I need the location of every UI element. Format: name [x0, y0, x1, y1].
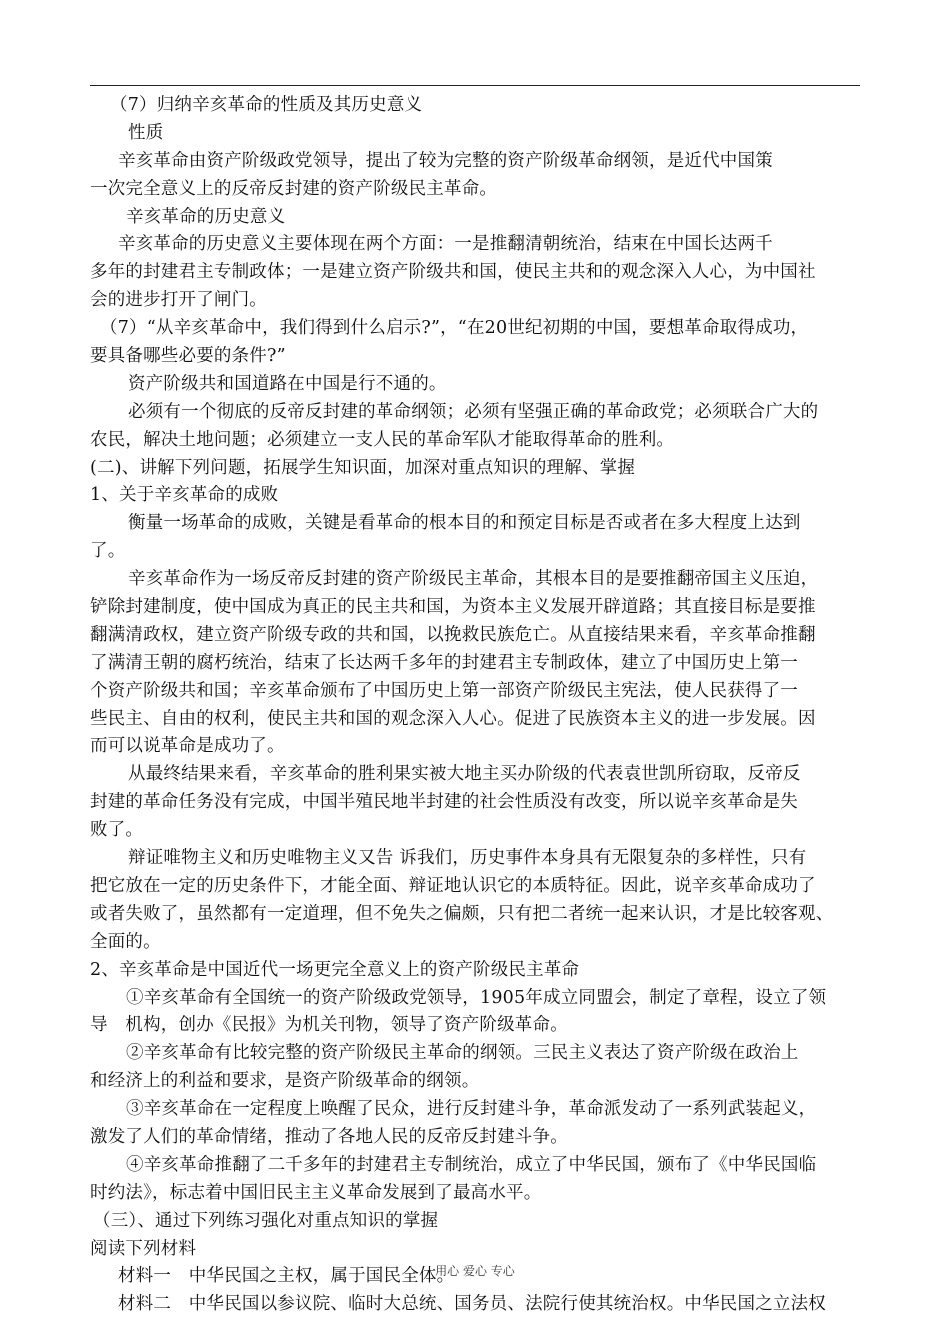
header-rule: [90, 85, 860, 86]
paragraph-line: 而可以说革命是成功了。: [90, 736, 285, 757]
list-item: ④辛亥革命推翻了二千多年的封建君主专制统治，成立了中华民国，颁布了《中华民国临: [126, 1154, 817, 1175]
list-item: ②辛亥革命有比较完整的资产阶级民主革命的纲领。三民主义表达了资产阶级在政治上: [126, 1043, 799, 1064]
question-line: （7）“从辛亥革命中，我们得到什么启示?”，“在20世纪初期的中国，要想革命取得成功，: [100, 318, 809, 339]
paragraph-line: 了。: [90, 541, 126, 562]
list-item: 和经济上的利益和要求，是资产阶级革命的纲领。: [90, 1071, 480, 1092]
paragraph-line: 农民，解决土地问题；必须建立一支人民的革命军队才能取得革命的胜利。: [90, 429, 675, 450]
paragraph-line: 多年的封建君主专制政体；一是建立资产阶级共和国，使民主共和的观念深入人心，为中国社: [90, 262, 816, 283]
paragraph-line: 辛亥革命的历史意义主要体现在两个方面：一是推翻清朝统治，结束在中国长达两千: [118, 234, 773, 255]
paragraph-line: 了满清王朝的腐朽统治，结束了长达两千多年的封建君主专制政体，建立了中国历史上第一: [90, 652, 798, 673]
paragraph-line: 把它放在一定的历史条件下，才能全面、辩证地认识它的本质特征。因此，说辛亥革命成功了: [90, 875, 816, 896]
paragraph-line: 辛亥革命作为一场反帝反封建的资产阶级民主革命，其根本目的是要推翻帝国主义压迫，: [128, 569, 819, 590]
paragraph-line: 铲除封建制度，使中国成为真正的民主共和国，为资本主义发展开辟道路；其直接目标是要推: [90, 597, 816, 618]
paragraph-line: 衡量一场革命的成败，关键是看革命的根本目的和预定目标是否或者在多大程度上达到: [128, 513, 801, 534]
question-line: 要具备哪些必要的条件?”: [90, 346, 286, 367]
section-heading: 2、辛亥革命是中国近代一场更完全意义上的资产阶级民主革命: [90, 959, 580, 980]
list-item: 时约法》，标志着中国旧民主主义革命发展到了最高水平。: [90, 1182, 542, 1203]
material-line: 材料二 中华民国以参议院、临时大总统、国务员、法院行使其统治权。中华民国之立法权: [118, 1294, 826, 1315]
section-heading: （7）归纳辛亥革命的性质及其历史意义: [110, 95, 423, 115]
paragraph-line: 些民主、自由的权利，使民主共和国的观念深入人心。促进了民族资本主义的进一步发展。因: [90, 708, 816, 729]
paragraph-line: 或者失败了，虽然都有一定道理，但不免失之偏颇，只有把二者统一起来认识，才是比较客观、: [90, 903, 834, 924]
list-item: 导 机构，创办《民报》为机关刊物，领导了资产阶级革命。: [90, 1015, 568, 1036]
paragraph-line: 翻满清政权，建立资产阶级专政的共和国，以挽救民族危亡。从直接结果来看，辛亥革命推翻: [90, 624, 816, 645]
list-item: ①辛亥革命有全国统一的资产阶级政党领导，1905年成立同盟会，制定了章程，设立了领: [126, 987, 827, 1008]
page-footer: 用心 爱心 专心: [435, 1264, 515, 1278]
list-item: 激发了人们的革命情绪，推动了各地人民的反帝反封建斗争。: [90, 1126, 568, 1147]
section-heading: 1、关于辛亥革命的成败: [90, 485, 279, 506]
paragraph-line: 辛亥革命由资产阶级政党领导，提出了较为完整的资产阶级革命纲领，是近代中国策: [118, 150, 773, 171]
list-item: ③辛亥革命在一定程度上唤醒了民众，进行反封建斗争，革命派发动了一系列武装起义，: [126, 1099, 817, 1120]
paragraph-line: 全面的。: [90, 931, 161, 952]
paragraph-line: 败了。: [90, 820, 144, 841]
section-heading: (二)、讲解下列问题，拓展学生知识面，加深对重点知识的理解、掌握: [90, 457, 636, 478]
subheading: 辛亥革命的历史意义: [126, 206, 286, 227]
paragraph-line: 封建的革命任务没有完成，中国半殖民地半封建的社会性质没有改变，所以说辛亥革命是失: [90, 792, 798, 813]
paragraph-line: 一次完全意义上的反帝反封建的资产阶级民主革命。: [90, 178, 498, 199]
section-heading: （三）、通过下列练习强化对重点知识的掌握: [93, 1210, 439, 1231]
paragraph-line: 资产阶级共和国道路在中国是行不通的。: [128, 373, 447, 394]
paragraph-line: 辩证唯物主义和历史唯物主义又告 诉我们，历史事件本身具有无限复杂的多样性，只有: [128, 848, 807, 869]
material-line: 材料一 中华民国之主权，属于国民全体。: [118, 1266, 455, 1287]
document-body: [90, 92, 862, 1319]
paragraph-line: 会的进步打开了闸门。: [90, 290, 267, 311]
paragraph-line: 阅读下列材料: [90, 1238, 197, 1259]
subheading: 性质: [128, 122, 164, 143]
paragraph-line: 从最终结果来看，辛亥革命的胜利果实被大地主买办阶级的代表袁世凯所窃取，反帝反: [128, 764, 801, 785]
paragraph-line: 必须有一个彻底的反帝反封建的革命纲领；必须有坚强正确的革命政党；必须联合广大的: [128, 401, 819, 422]
paragraph-line: 个资产阶级共和国；辛亥革命颁布了中国历史上第一部资产阶级民主宪法，使人民获得了一: [90, 680, 798, 701]
